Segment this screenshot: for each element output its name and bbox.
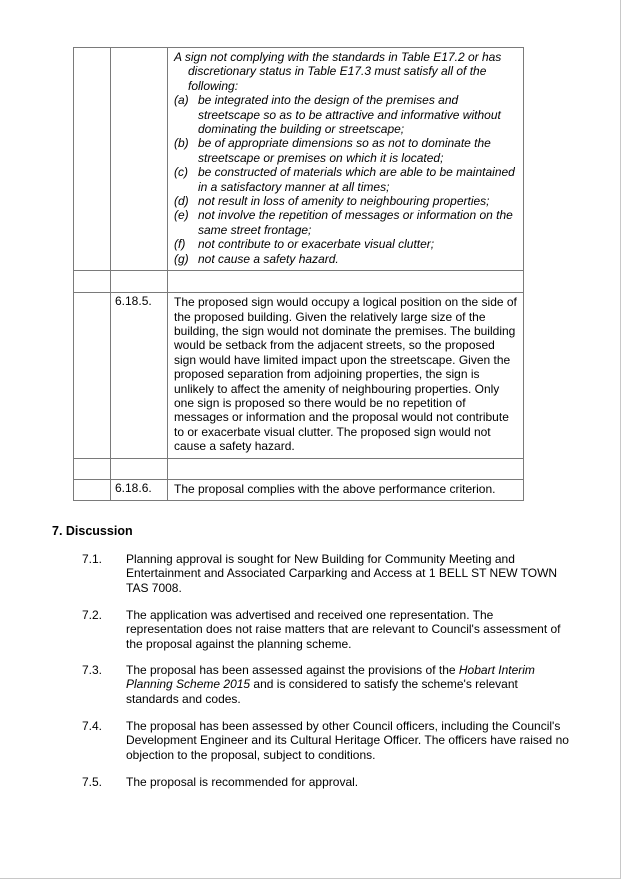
criteria-cell (168, 48, 524, 271)
discussion-paragraph: 7.4. The proposal has been assessed by other Council officers, including the Council's Development Engineer and its Cultural Heritage Officer. The officers have raised no objection to the proposal, subject to conditions. (82, 719, 569, 762)
table-cell (74, 48, 111, 271)
assessment-text: The proposal complies with the above performance criterion. (168, 479, 524, 500)
scheme-title: Hobart Interim Planning Scheme 2015 (126, 663, 535, 692)
section-heading: 7. Discussion (52, 524, 133, 538)
discussion-paragraph: 7.1. Planning approval is sought for New Building for Community Meeting and Entertainment and Associated Carparking and Access at 1 BELL ST NEW TOWN TAS 7008. (82, 552, 558, 595)
criteria-intro: A sign not complying with the standards in Table E17.2 or has discretionary status in Table E17.3 must satisfy all of the following: (174, 50, 502, 93)
criteria-table (73, 47, 524, 501)
discussion-paragraph: 7.2. The application was advertised and received one representation. The representation does not raise matters that are relevant to Council's assessment of the proposal against the planning scheme. (82, 608, 561, 651)
discussion-paragraph: 7.3. The proposal has been assessed against the provisions of the Hobart Interim Planning Scheme 2015 and is considered to satisfy the scheme's relevant standards and codes. (82, 663, 535, 706)
table-row (74, 479, 524, 500)
discussion-paragraph: 7.5. The proposal is recommended for approval. (82, 775, 359, 789)
list-item: (c) be constructed of materials which are able to be maintained in a satisfactory manner at all times; (174, 165, 515, 194)
list-item: (g) not cause a safety hazard. (174, 251, 339, 266)
table-row (74, 293, 524, 458)
list-item: (b) be of appropriate dimensions so as not to dominate the streetscape or premises on which it is located; (174, 136, 491, 165)
clause-number: 6.18.6. (111, 479, 168, 500)
list-item: (d) not result in loss of amenity to neighbouring properties; (174, 194, 490, 209)
list-item: (f) not contribute to or exacerbate visual clutter; (174, 237, 435, 252)
list-item: (a) be integrated into the design of the premises and streetscape so as to be attractive and informative without dominating the building or streetscape; (174, 93, 501, 137)
list-item: (e) not involve the repetition of messages or information on the same street frontage; (174, 208, 513, 237)
table-row (74, 271, 524, 293)
table-row (74, 458, 524, 479)
table-cell (111, 48, 168, 271)
clause-number: 6.18.5. (111, 293, 168, 458)
assessment-text: The proposed sign would occupy a logical position on the side of the proposed building. Given the relatively large size of the building, the sign would not dominate the premises. The building would be setback from the adjacent streets, so the proposed sign would have limited impact upon the streetscape. Given the proposed separation from adjoining properties, the sign is unlikely to affect the amenity of neighbouring properties. Only one sign is proposed so there would be no repetition of messages or information and the proposal would not contribute to or exacerbate visual clutter. The proposed sign would not cause a safety hazard. (168, 293, 524, 458)
table-row (74, 48, 524, 271)
